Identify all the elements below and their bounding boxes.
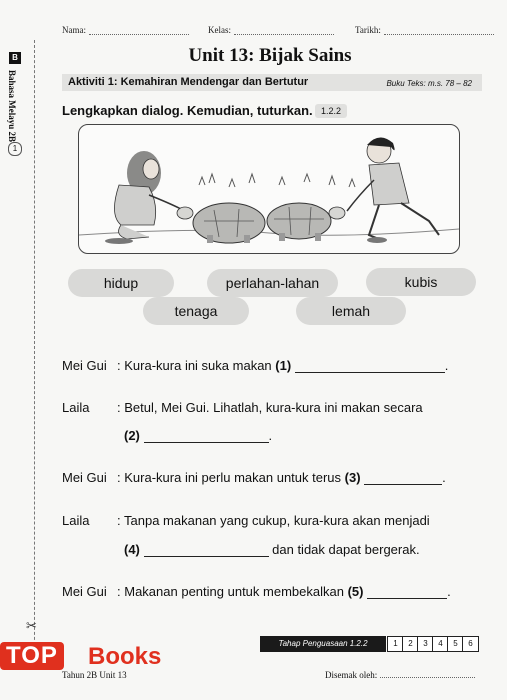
blank-number: (2) [124,428,140,443]
speaker-name: Mei Gui [62,358,107,373]
cut-line [34,40,35,660]
word-pill-4[interactable]: tenaga [143,297,249,325]
name-field [62,25,189,35]
blank-number: (1) [275,358,292,373]
level-box-6[interactable]: 6 [462,636,479,652]
level-box-4[interactable]: 4 [432,636,449,652]
girl-right-figure [347,137,439,243]
dialogue-line-1: Mei Gui : Kura-kura ini suka makan (1) . [62,358,449,373]
book-spine [0,40,30,640]
blank-number: (5) [347,584,364,599]
instruction-text: Lengkapkan dialog. Kemudian, tuturkan. [62,103,313,118]
word-pill-2[interactable]: perlahan-lahan [207,269,338,297]
date-label: Tarikh: [355,25,381,35]
dialogue-text: Kura-kura ini suka makan [124,358,272,373]
checked-by-label: Disemak oleh: [325,670,378,680]
activity-title: Aktiviti 1: Kemahiran Mendengar dan Bertutur [68,76,309,88]
date-field [355,25,494,35]
blank-number: (4) [124,542,140,557]
name-line[interactable] [89,34,189,35]
watermark-top: TOP [0,642,64,670]
mastery-level-bar [260,636,478,652]
level-box-5[interactable]: 5 [447,636,464,652]
answer-blank-1[interactable] [295,360,445,373]
speaker-name: Mei Gui [62,584,107,599]
dialogue-line-4: Laila : Tanpa makanan yang cukup, kura-kura akan menjadi [62,513,430,528]
dialogue-line-5: Mei Gui : Makanan penting untuk membekalkan (5) . [62,584,451,599]
dialogue-text: Kura-kura ini perlu makan untuk terus [124,470,342,485]
illustration-frame [78,124,460,254]
mastery-level-label: Tahap Penguasaan 1.2.2 [260,636,386,652]
illustration [79,125,459,253]
name-label: Nama: [62,25,86,35]
dialogue-text: Tanpa makanan yang cukup, kura-kura akan menjadi [124,513,430,528]
answer-blank-3[interactable] [364,472,442,485]
dialogue-line-4-cont [124,542,420,557]
answer-blank-5[interactable] [367,586,447,599]
speaker-name: Laila [62,400,90,415]
publisher-logo: B [9,52,21,64]
girl-left-figure [105,151,181,244]
unit-reference: Tahun 2B Unit 13 [62,670,127,680]
class-line[interactable] [234,34,334,35]
word-pill-5[interactable]: lemah [296,297,406,325]
level-box-2[interactable]: 2 [402,636,419,652]
dialogue-text: Betul, Mei Gui. Lihatlah, kura-kura ini makan secara [124,400,423,415]
class-label: Kelas: [208,25,231,35]
speaker-name: Mei Gui [62,470,107,485]
watermark-books: Books [88,643,162,670]
level-box-1[interactable]: 1 [387,636,404,652]
speaker-name: Laila [62,513,90,528]
date-line[interactable] [384,34,494,35]
spine-book-title: Bahasa Melayu 2B [7,70,17,143]
dialogue-line-2-cont: (2) . [124,428,273,443]
word-pill-1[interactable]: hidup [68,269,174,297]
dialogue-text: dan tidak dapat bergerak. [272,542,420,557]
level-box-3[interactable]: 3 [417,636,434,652]
activity-banner [62,74,482,91]
page-title: Unit 13: Bijak Sains [188,45,352,66]
class-field [208,25,334,35]
checked-by-line[interactable] [380,677,475,678]
dialogue-line-2: Laila : Betul, Mei Gui. Lihatlah, kura-kura ini makan secara [62,400,423,415]
answer-blank-4[interactable] [144,544,269,557]
scissors-icon: ✂ [26,618,37,633]
word-pill-3[interactable]: kubis [366,268,476,296]
checked-by-field [325,670,475,680]
answer-blank-2[interactable] [144,430,269,443]
standard-badge: 1.2.2 [315,104,347,118]
dialogue-text: Makanan penting untuk membekalkan [124,584,344,599]
tortoise-one-figure [177,203,265,243]
grass-tufts [199,174,355,187]
blank-number: (3) [344,470,361,485]
dialogue-line-3: Mei Gui : Kura-kura ini perlu makan untuk terus (3) . [62,470,446,485]
textbook-reference: Buku Teks: m.s. 78 – 82 [386,79,472,88]
spine-page-marker: 1 [8,142,22,156]
